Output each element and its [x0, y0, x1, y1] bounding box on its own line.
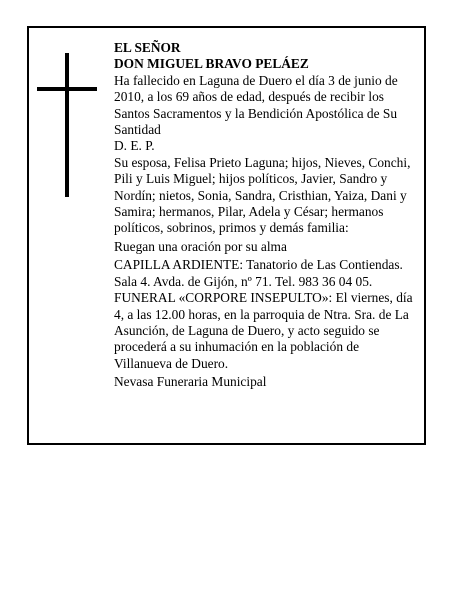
deceased-name: DON MIGUEL BRAVO PELÁEZ	[114, 56, 309, 72]
family-list: Su esposa, Felisa Prieto Laguna; hijos, Nieves, Conchi, Pili y Luis Miguel; hijos políticos, Javier, Sandro y Nordín; nietos, Sonia, Sandra, Cristhian, Yaiza, Dani y Samira; hermanos, Pilar, Adela y César; hermanos políticos, sobrinos, primos y demás familia:	[114, 154, 411, 236]
cross-vertical-bar	[65, 53, 69, 197]
funeral-home: Nevasa Funeraria Municipal	[114, 374, 267, 390]
title-line-1: EL SEÑOR	[114, 40, 181, 55]
prayer-request: Ruegan una oración por su alma	[114, 238, 287, 254]
chapel-info: CAPILLA ARDIENTE: Tanatorio de Las Contiendas. Sala 4. Avda. de Gijón, nº 71. Tel. 983 36 04 05.	[114, 257, 403, 289]
death-announcement: Ha fallecido en Laguna de Duero el día 3 de junio de 2010, a los 69 años de edad, después de recibir los Santos Sacramentos y la Bendición Apostólica de Su Santidad	[114, 72, 398, 138]
latin-cross-icon	[37, 53, 97, 197]
funeral-info: FUNERAL «CORPORE INSEPULTO»: El viernes, día 4, a las 12.00 horas, en la parroquia de Ntra. Sra. de La Asunción, de Laguna de Duero, y acto seguido se procederá a su inhumación en la población de Villanueva de Duero.	[114, 290, 413, 371]
obituary-text	[114, 40, 420, 391]
cross-horizontal-bar	[37, 87, 97, 91]
rip-abbreviation: D. E. P.	[114, 138, 155, 154]
